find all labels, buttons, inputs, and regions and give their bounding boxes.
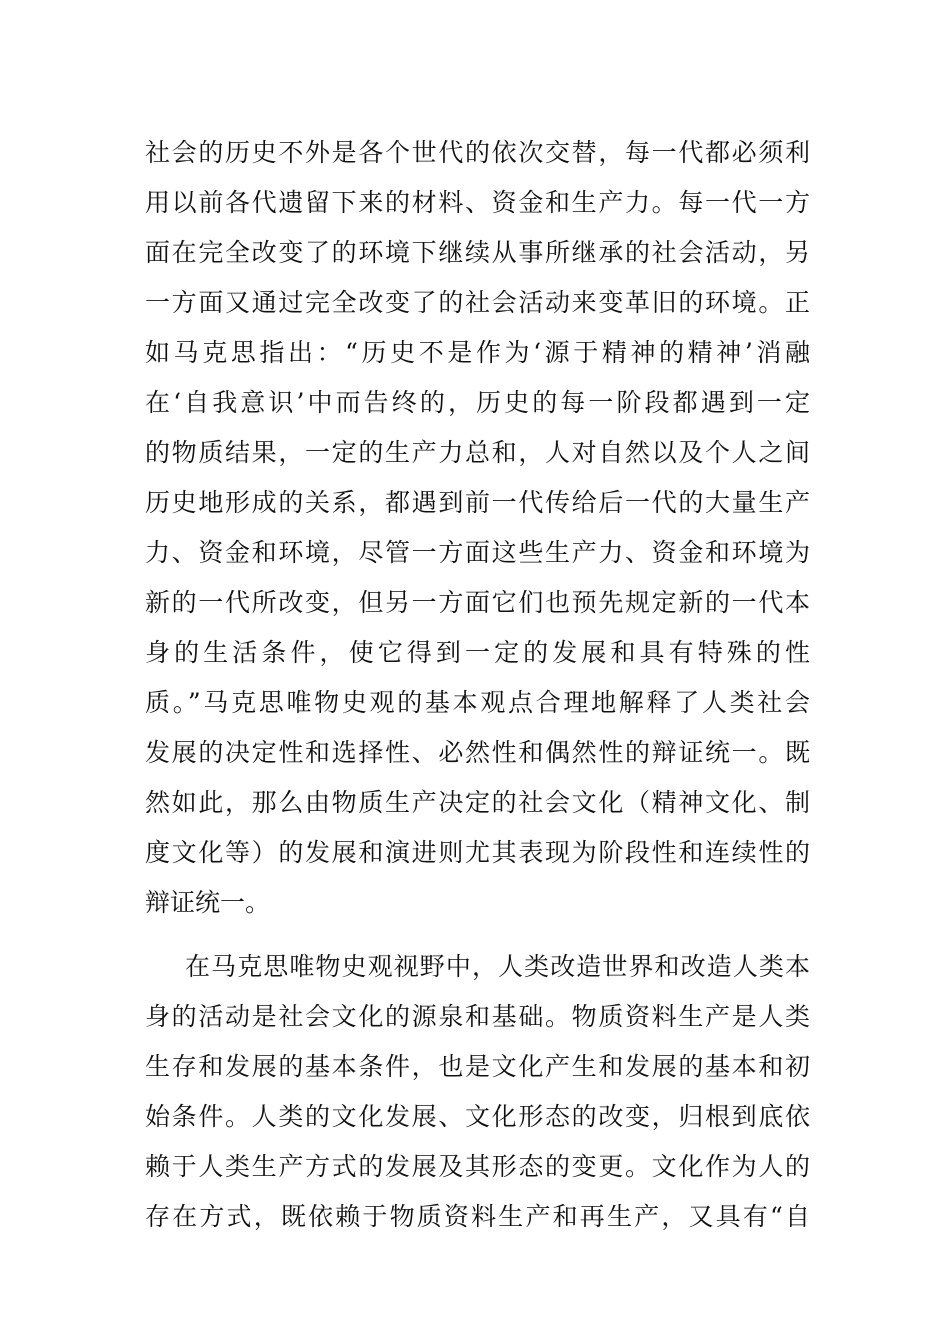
text-line: 始条件。人类的文化发展、文化形态的改变，归根到底依 [145,1102,810,1131]
text-line: 辩证统一。 [145,888,271,917]
text-line: 度文化等）的发展和演进则尤其表现为阶段性和连续性的 [145,838,810,867]
body-text [145,128,810,1242]
text-line: 质。”马克思唯物史观的基本观点合理地解释了人类社会 [145,688,810,717]
text-line: 历史地形成的关系，都遇到前一代传给后一代的大量生产 [145,488,810,517]
text-line: 社会的历史不外是各个世代的依次交替，每一代都必须利 [145,138,810,167]
paragraph-1 [145,128,810,928]
text-line: 然如此，那么由物质生产决定的社会文化（精神文化、制 [145,788,810,817]
text-line: 用以前各代遗留下来的材料、资金和生产力。每一代一方 [145,188,810,217]
text-line: 身的活动是社会文化的源泉和基础。物质资料生产是人类 [145,1002,810,1031]
text-line: 的物质结果，一定的生产力总和，人对自然以及个人之间 [145,438,810,467]
text-line: 面在完全改变了的环境下继续从事所继承的社会活动，另 [145,238,810,267]
text-line: 在‘自我意识’中而告终的，历史的每一阶段都遇到一定 [145,388,810,417]
text-line: 赖于人类生产方式的发展及其形态的变更。文化作为人的 [145,1152,810,1181]
text-line: 发展的决定性和选择性、必然性和偶然性的辩证统一。既 [145,738,810,767]
text-line: 存在方式，既依赖于物质资料生产和再生产，又具有“自 [145,1202,810,1231]
paragraph-gap [145,928,810,942]
paragraph-2 [145,942,810,1242]
text-line: 新的一代所改变，但另一方面它们也预先规定新的一代本 [145,588,810,617]
text-line: 在马克思唯物史观视野中，人类改造世界和改造人类本 [185,952,810,981]
text-line: 力、资金和环境，尽管一方面这些生产力、资金和环境为 [145,538,810,567]
text-line: 如马克思指出：“历史不是作为‘源于精神的精神’消融 [145,338,810,367]
text-line: 身的生活条件，使它得到一定的发展和具有特殊的性 [145,638,810,667]
text-line: 生存和发展的基本条件，也是文化产生和发展的基本和初 [145,1052,810,1081]
text-line: 一方面又通过完全改变了的社会活动来变革旧的环境。正 [145,288,810,317]
